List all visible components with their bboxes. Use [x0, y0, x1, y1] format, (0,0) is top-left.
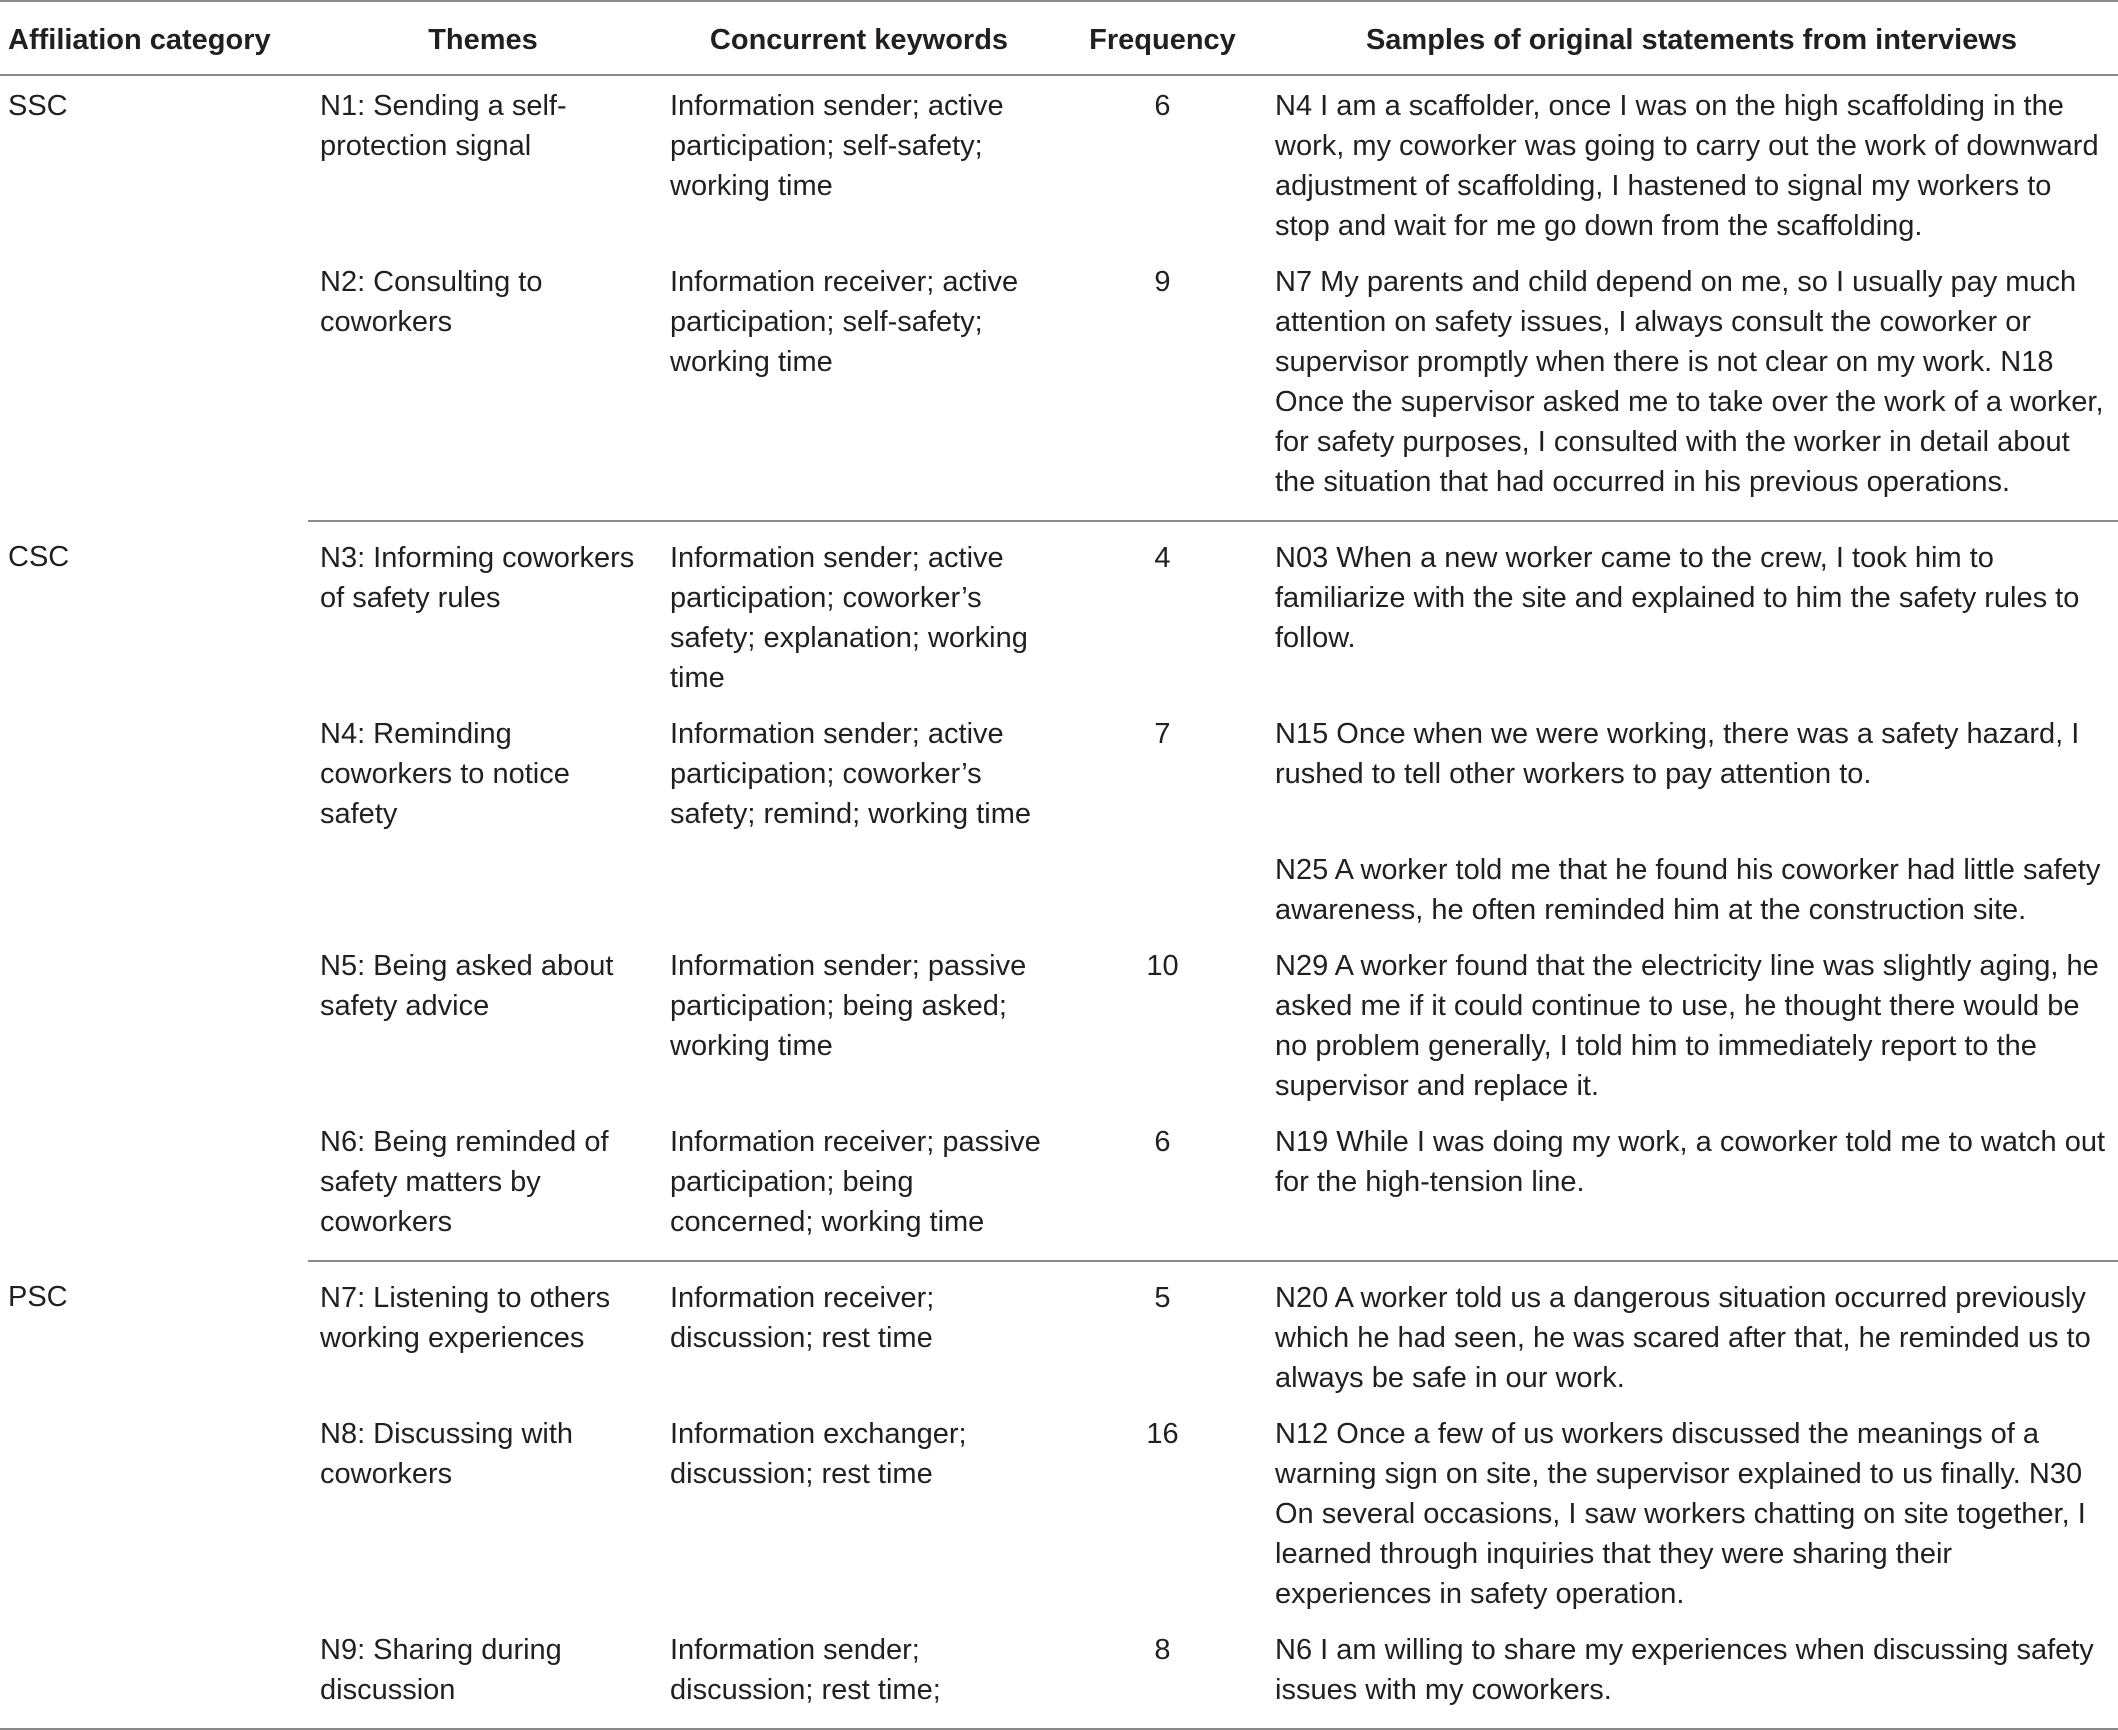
- keywords-cell: Information receiver; active participation; self-safety; working time: [670, 266, 1019, 378]
- header-affiliation-category: Affiliation category: [0, 1, 308, 75]
- frequency-cell: 10: [1146, 950, 1179, 982]
- statement-cell: N6 I am willing to share my experiences when discussing safety issues with my coworkers.: [1265, 1620, 2118, 1729]
- category-cell: PSC: [8, 1281, 68, 1313]
- header-sample-statements: Samples of original statements from interviews: [1265, 1, 2118, 75]
- category-cell: [0, 1112, 308, 1261]
- theme-cell: N3: Informing coworkers of safety rules: [308, 521, 658, 704]
- statement-cell: N15 Once when we were working, there was a safety hazard, I rushed to tell other workers to pay attention to.: [1275, 718, 2080, 790]
- table-header: [0, 1, 2118, 75]
- header-frequency: Frequency: [1060, 1, 1265, 75]
- keywords-cell: Information sender; active participation; coworker’s safety; explanation; working time: [658, 521, 1060, 704]
- frequency-cell: 16: [1146, 1418, 1179, 1450]
- frequency-cell: 4: [1060, 521, 1265, 704]
- theme-cell: N7: Listening to others working experiences: [308, 1261, 658, 1404]
- table-row: [0, 1261, 2118, 1404]
- statement-cell: N4 I am a scaffolder, once I was on the high scaffolding in the work, my coworker was going to carry out the work of downward adjustment of scaffolding, I hastened to signal my workers to stop and wait for me go down from the scaffolding.: [1275, 90, 2099, 242]
- statement-cell: N25 A worker told me that he found his coworker had little safety awareness, he often reminded him at the construction site.: [1275, 854, 2101, 926]
- frequency-cell: 8: [1060, 1620, 1265, 1729]
- frequency-cell: 5: [1060, 1261, 1265, 1404]
- table-row: [0, 252, 2118, 521]
- theme-cell: N5: Being asked about safety advice: [320, 950, 614, 1022]
- category-cell: [0, 704, 308, 840]
- header-concurrent-keywords: Concurrent keywords: [658, 1, 1060, 75]
- frequency-cell: 7: [1154, 718, 1171, 750]
- statement-cell: N7 My parents and child depend on me, so I usually pay much attention on safety issues, I always consult the coworker or supervisor promptly when there is not clear on my work. N18 Once the supervisor asked me to take over the work of a worker, for safety purposes, I consulted with the worker in detail about the situation that had occurred in his previous operations.: [1275, 266, 2104, 498]
- table-row: [0, 1404, 2118, 1620]
- frequency-cell: 6: [1154, 90, 1171, 122]
- category-cell: SSC: [8, 90, 68, 122]
- category-cell: [0, 252, 308, 521]
- statement-cell: N03 When a new worker came to the crew, I took him to familiarize with the site and explained to him the safety rules to follow.: [1265, 521, 2118, 704]
- frequency-cell: [1060, 840, 1265, 936]
- keywords-cell: [658, 840, 1060, 936]
- frequency-cell: 6: [1154, 1126, 1171, 1158]
- frequency-cell: 9: [1154, 266, 1171, 298]
- category-cell: [0, 1404, 308, 1620]
- statement-cell: N19 While I was doing my work, a coworker told me to watch out for the high-tension line.: [1275, 1126, 2106, 1198]
- keywords-cell: Information receiver; discussion; rest time: [658, 1261, 1060, 1404]
- header-themes: Themes: [308, 1, 658, 75]
- statement-cell: N29 A worker found that the electricity line was slightly aging, he asked me if it could continue to use, he thought there would be no problem generally, I told him to immediately report to the supervisor and replace it.: [1275, 950, 2099, 1102]
- theme-cell: N8: Discussing with coworkers: [320, 1418, 574, 1490]
- table-row: [0, 75, 2118, 252]
- theme-cell: N4: Reminding coworkers to notice safety: [320, 718, 570, 830]
- theme-cell: [308, 840, 658, 936]
- table-row: [0, 840, 2118, 936]
- table-row: [0, 521, 2118, 704]
- table-row: [0, 1112, 2118, 1261]
- keywords-cell: Information sender; active participation; coworker’s safety; remind; working time: [670, 718, 1032, 830]
- statement-cell: N20 A worker told us a dangerous situation occurred previously which he had seen, he was scared after that, he reminded us to always be safe in our work.: [1265, 1261, 2118, 1404]
- category-cell: CSC: [8, 541, 70, 573]
- theme-cell: N6: Being reminded of safety matters by coworkers: [320, 1126, 609, 1238]
- statement-cell: N12 Once a few of us workers discussed the meanings of a warning sign on site, the supervisor explained to us finally. N30 On several occasions, I saw workers chatting on site together, I learned through inquiries that they were sharing their experiences in safety operation.: [1275, 1418, 2086, 1610]
- theme-cell: N1: Sending a self-protection signal: [320, 90, 567, 162]
- keywords-cell: Information sender; discussion; rest time;: [658, 1620, 1060, 1729]
- theme-cell: N9: Sharing during discussion: [308, 1620, 658, 1729]
- theme-cell: N2: Consulting to coworkers: [320, 266, 543, 338]
- keywords-cell: Information receiver; passive participation; being concerned; working time: [670, 1126, 1041, 1238]
- keywords-cell: Information sender; active participation; self-safety; working time: [670, 90, 1004, 202]
- header-row: [0, 1, 2118, 75]
- table-row: [0, 936, 2118, 1112]
- table-row: [0, 704, 2118, 840]
- category-cell: [0, 840, 308, 936]
- keywords-cell: Information sender; passive participation; being asked; working time: [670, 950, 1027, 1062]
- table-body: [0, 75, 2118, 1729]
- category-cell: [0, 936, 308, 1112]
- keywords-cell: Information exchanger; discussion; rest time: [670, 1418, 967, 1490]
